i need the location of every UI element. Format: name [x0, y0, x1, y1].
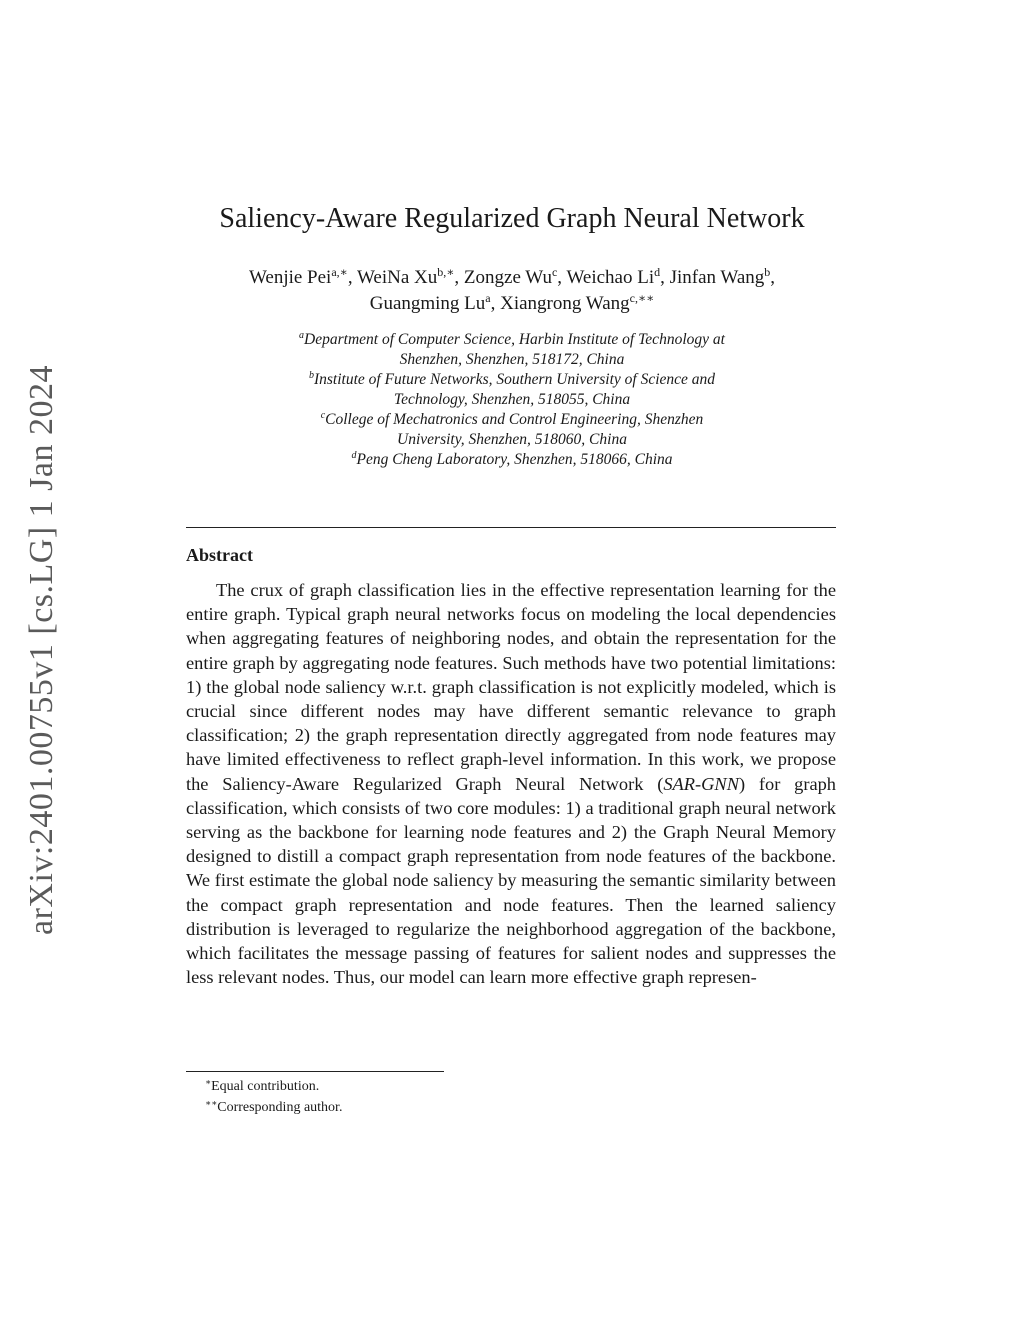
abstract-heading: Abstract	[186, 545, 253, 565]
model-name: SAR-GNN	[663, 773, 739, 794]
author-mark: b,∗	[437, 265, 455, 279]
affiliation-list	[0, 330, 1024, 470]
author-name: Guangming Lu	[369, 293, 486, 314]
abstract-paragraph: The crux of graph classification lies in the effective representation learning for the entire graph. Typical graph neural networks focus on modeling the local dependencies when aggregating features of neighboring nodes, and obtain the representation for the entire graph by aggregating node features. Such methods have two potential limitations: 1) the global node saliency w.r.t. graph classification is not explicitly modeled, which is crucial since different nodes may have different semantic relevance to graph classification; 2) the graph representation directly aggregated from node features may have limited effectiveness to reflect graph-level information. In this work, we propose the Saliency-Aware Regularized Graph Neural Network (SAR-GNN) for graph classification, which consists of two core modules: 1) a traditional graph neural network serving as the backbone for learning node features and 2) the Graph Neural Memory designed to distill a compact graph representation from node features of the backbone. We first estimate the global node saliency by measuring the semantic similarity between the compact graph representation and node features. Then the learned saliency distribution is leveraged to regularize the neighborhood aggregation of the backbone, which facilitates the message passing of features for salient nodes and suppresses the less relevant nodes. Thus, our model can learn more effective graph represen-	[186, 580, 837, 988]
author-list	[0, 265, 1024, 317]
footnote-corresponding-author: ∗∗Corresponding author.	[205, 1098, 343, 1115]
affiliation-c-cont: University, Shenzhen, 518060, China	[397, 431, 627, 448]
footnote-equal-contribution: ∗Equal contribution.	[205, 1077, 320, 1094]
affiliation-b-cont: Technology, Shenzhen, 518055, China	[393, 391, 631, 408]
author-name: Jinfan Wang	[669, 267, 765, 288]
affiliation-mark: b	[308, 370, 314, 381]
author-name: Wenjie Pei	[248, 267, 332, 288]
author-mark: a	[485, 291, 491, 305]
abstract-top-rule	[186, 527, 836, 528]
author-line-1: Wenjie Pei$^{a,∗}$, WeiNa $Xu^{b,∗}$, Zongze Wu$^c$, Weichao Li$^d$, Jinfan Wang$^b$,	[248, 265, 776, 288]
affiliation-mark: c	[320, 410, 326, 421]
author-mark: c	[551, 265, 558, 279]
arxiv-identifier-text: arXiv:2401.00755v1 [cs.LG] 1 Jan 2024	[23, 365, 61, 935]
affiliation-a: $^a$Department of Computer Science, Harbin Institute of Technology at	[299, 330, 725, 348]
paper-title: Saliency-Aware Regularized Graph Neural Network	[219, 203, 805, 234]
author-line-2: Guangming Lu$^a$, Xiangrong Wang$^{c,∗∗}$	[369, 291, 655, 314]
author-mark: b	[764, 265, 771, 279]
abstract-body	[186, 578, 836, 989]
author-name: Xiangrong Wang	[500, 293, 630, 314]
affiliation-a-cont: Shenzhen, Shenzhen, 518172, China	[399, 351, 625, 368]
author-mark: a,∗	[331, 265, 348, 279]
affiliation-mark: a	[299, 330, 305, 341]
author-name: Zongze Wu	[463, 267, 552, 288]
author-name: Weichao Li	[566, 267, 655, 288]
footnote-rule	[186, 1071, 444, 1072]
author-mark: d	[654, 265, 661, 279]
affiliation-d: $^d$Peng Cheng Laboratory, Shenzhen, 518066, China	[351, 450, 673, 468]
affiliation-b: $^b$Institute of Future Networks, Southern University of Science and	[308, 370, 716, 388]
footnotes	[205, 1076, 342, 1118]
author-name: WeiNa Xu	[357, 267, 438, 288]
author-mark: c,∗∗	[629, 291, 655, 305]
affiliation-mark: d	[351, 450, 357, 461]
affiliation-c: $^c$College of Mechatronics and Control Engineering, Shenzhen	[320, 410, 704, 428]
